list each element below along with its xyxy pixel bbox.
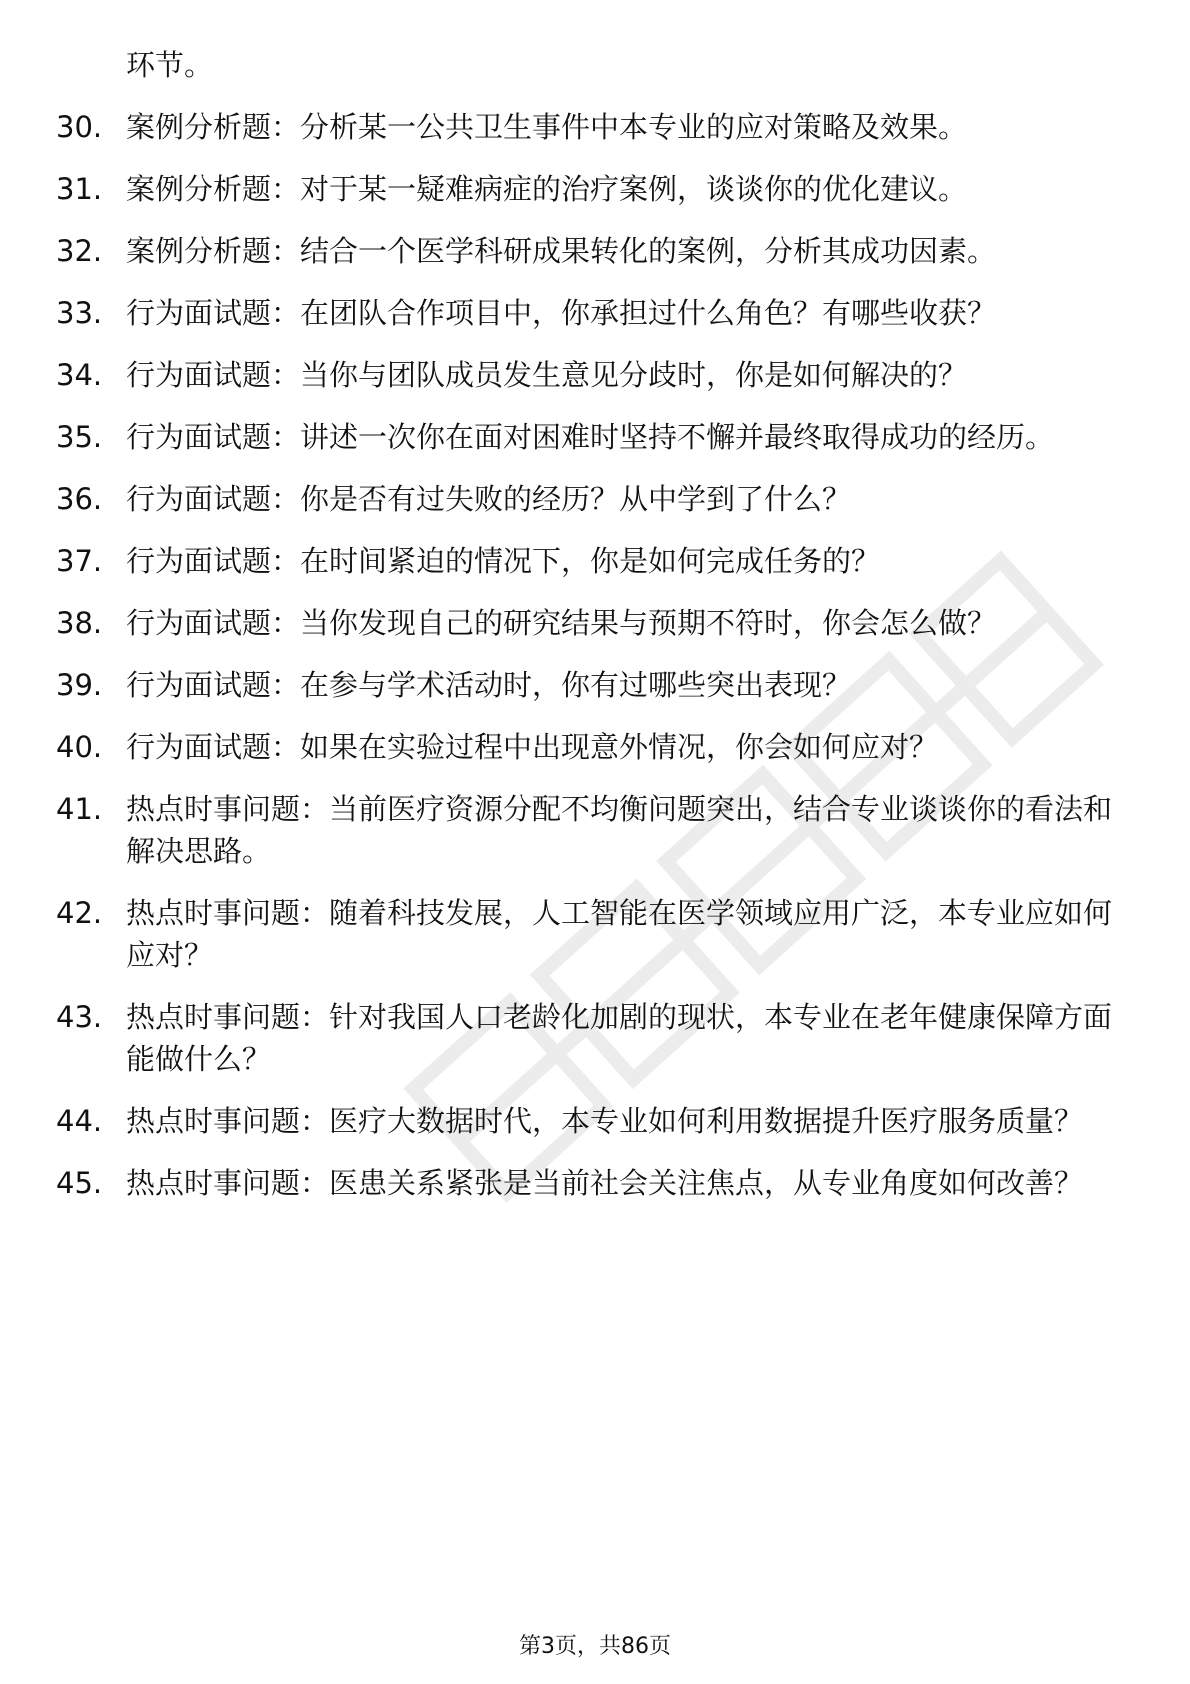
list-item — [56, 788, 1116, 872]
question-text: 你是否有过失败的经历？从中学到了什么？ — [300, 482, 852, 516]
page-footer: 第3页，共86页 — [519, 1634, 671, 1659]
question-body — [126, 1162, 1116, 1204]
question-text: 在参与学术活动时，你有过哪些突出表现？ — [300, 668, 852, 702]
question-category: 行为面试题： — [126, 296, 301, 330]
question-body — [126, 788, 1116, 872]
list-item — [56, 1100, 1116, 1142]
question-text: 针对我国人口老龄化加剧的现状，本专业在老年健康保障方面能做什么？ — [126, 1000, 1113, 1076]
question-text: 当你发现自己的研究结果与预期不符时，你会怎么做？ — [300, 606, 997, 640]
question-number: 44. — [56, 1104, 103, 1138]
question-category: 行为面试题： — [126, 606, 301, 640]
question-category: 行为面试题： — [126, 730, 301, 764]
question-category: 热点时事问题： — [126, 896, 330, 930]
question-body — [126, 106, 1116, 148]
question-list — [56, 44, 1116, 1224]
list-item — [56, 354, 1116, 396]
question-category: 行为面试题： — [126, 544, 301, 578]
question-number: 34. — [56, 358, 103, 392]
list-item — [56, 416, 1116, 458]
list-item — [56, 1162, 1116, 1204]
list-item — [56, 726, 1116, 768]
question-body — [126, 726, 1116, 768]
question-number: 41. — [56, 792, 103, 826]
question-text: 在时间紧迫的情况下，你是如何完成任务的？ — [300, 544, 881, 578]
question-category: 行为面试题： — [126, 420, 301, 454]
question-body — [126, 354, 1116, 396]
list-item — [56, 540, 1116, 582]
question-body — [126, 664, 1116, 706]
list-item — [56, 106, 1116, 148]
question-body — [126, 540, 1116, 582]
question-number: 40. — [56, 730, 103, 764]
question-number: 37. — [56, 544, 103, 578]
question-text: 对于某一疑难病症的治疗案例，谈谈你的优化建议。 — [300, 172, 968, 206]
question-category: 案例分析题： — [126, 234, 301, 268]
continuation-text: 环节。 — [126, 48, 214, 82]
question-body — [126, 1100, 1116, 1142]
question-category: 热点时事问题： — [126, 1000, 330, 1034]
question-body — [126, 996, 1116, 1080]
question-number: 31. — [56, 172, 103, 206]
question-text: 分析某一公共卫生事件中本专业的应对策略及效果。 — [300, 110, 968, 144]
question-category: 热点时事问题： — [126, 792, 330, 826]
question-text: 在团队合作项目中，你承担过什么角色？有哪些收获？ — [300, 296, 997, 330]
question-category: 热点时事问题： — [126, 1104, 330, 1138]
question-category: 行为面试题： — [126, 482, 301, 516]
question-text: 讲述一次你在面对困难时坚持不懈并最终取得成功的经历。 — [300, 420, 1055, 454]
question-text: 当你与团队成员发生意见分歧时，你是如何解决的？ — [300, 358, 968, 392]
list-item — [56, 664, 1116, 706]
question-text: 医患关系紧张是当前社会关注焦点，从专业角度如何改善？ — [329, 1166, 1084, 1200]
question-number: 32. — [56, 234, 103, 268]
question-number: 45. — [56, 1166, 103, 1200]
question-number: 30. — [56, 110, 103, 144]
list-item — [56, 230, 1116, 272]
question-body — [126, 230, 1116, 272]
question-body — [126, 292, 1116, 334]
list-item — [56, 292, 1116, 334]
question-body — [126, 478, 1116, 520]
question-body — [126, 602, 1116, 644]
list-item — [56, 602, 1116, 644]
question-category: 案例分析题： — [126, 172, 301, 206]
question-category: 行为面试题： — [126, 358, 301, 392]
question-text: 随着科技发展，人工智能在医学领域应用广泛，本专业应如何应对？ — [126, 896, 1113, 972]
question-number: 38. — [56, 606, 103, 640]
question-number: 43. — [56, 1000, 103, 1034]
question-text: 当前医疗资源分配不均衡问题突出，结合专业谈谈你的看法和解决思路。 — [126, 792, 1113, 868]
list-item — [56, 478, 1116, 520]
question-number: 35. — [56, 420, 103, 454]
question-body — [126, 168, 1116, 210]
questions-container — [56, 106, 1116, 1204]
list-item — [56, 996, 1116, 1080]
question-category: 热点时事问题： — [126, 1166, 330, 1200]
question-category: 行为面试题： — [126, 668, 301, 702]
question-number: 33. — [56, 296, 103, 330]
question-number: 42. — [56, 896, 103, 930]
question-number: 39. — [56, 668, 103, 702]
list-item — [56, 168, 1116, 210]
question-body — [126, 416, 1116, 458]
list-item — [56, 892, 1116, 976]
question-text: 如果在实验过程中出现意外情况，你会如何应对？ — [300, 730, 939, 764]
question-text: 结合一个医学科研成果转化的案例，分析其成功因素。 — [300, 234, 997, 268]
question-text: 医疗大数据时代，本专业如何利用数据提升医疗服务质量？ — [329, 1104, 1084, 1138]
question-number: 36. — [56, 482, 103, 516]
question-body — [126, 892, 1116, 976]
question-category: 案例分析题： — [126, 110, 301, 144]
